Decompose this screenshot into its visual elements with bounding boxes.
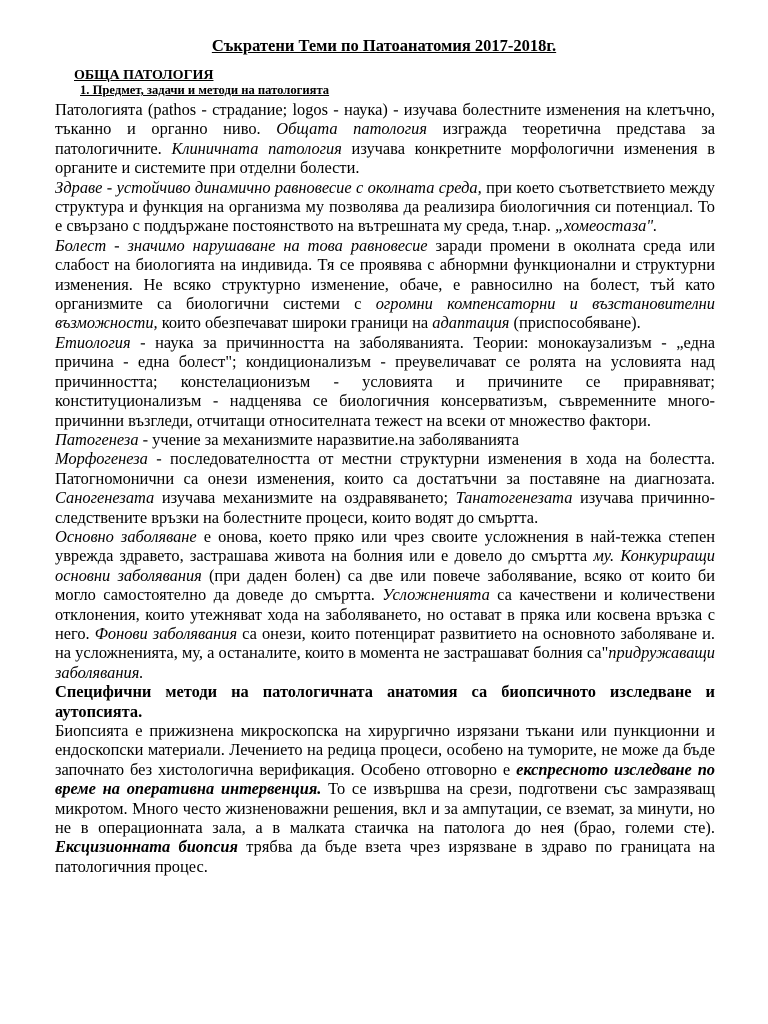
paragraph-pathogenesis: Патогенеза - учение за механизмите наразвитие.на заболяванията — [55, 429, 520, 449]
paragraph-specific-methods: Специфични методи на патологичната анатомия са биопсичното изследване и аутопсията. — [55, 682, 715, 721]
section-heading: ОБЩА ПАТОЛОГИЯ — [74, 68, 214, 83]
paragraph-pathology: Патологията (pathos - страдание; logos - наука) - изучава болестните изменения на клетъчно, тъканно и органно ниво. Общата патология изгражда теоретична представа за патологичните. Клиничната патология изучава конкретните морфологични изменения в органите и системите при отделни болести. — [55, 100, 716, 178]
paragraph-disease: Болест - значимо нарушаване на това равновесие заради промени в околната среда или слабост на биологията на индивида. Тя се проявява с абнормни функционални и структурни изменения. Не всяко структурно изменение, обаче, е равносилно на болест, тъй като организмите са биологични системи с огромни компенсаторни и възстановителни възможности, които обезпечават широки граници на адаптация (приспособяване). — [55, 235, 716, 333]
subsection-heading: 1. Предмет, задачи и методи на патологията — [80, 83, 330, 97]
paragraph-biopsy: Биопсията е прижизнена микроскопска на хирургично изрязани тъкани или пункционни и ендоскопски материали. Лечението на редица процеси, особено на туморите, не може да бъде започнато без хистологична верификация. Особено отговорно е експресното изследване по време на оперативна интервенция. То се извършва на срези, подготвени със замразяващ микротом. Много често жизненоважни решения, вкл и за ампутации, се вземат, за минути, но не в операционната зала, а в малката стаичка на патолога до нея (браo, големи сте). Ексцизионната биопсия трябва да бъде взета чрез изрязване в здраво по границата на патологичния процес. — [55, 721, 716, 876]
paragraph-etiology: Етиология - наука за причинността на заболяванията. Теории: монокаузализъм - „една причина - една болест"; кондиционализъм - преувеличават се ролята на условията над причинността; констелационизъм - условията и причините се приравняват; конституционализъм - надценява се биологичния консерватизъм, съвременните много- причинни възгледи, отчитащи относителната тежест на всеки от множество фактори. — [55, 332, 715, 430]
document-title: Съкратени Теми по Патоанатомия 2017-2018г. — [211, 36, 557, 55]
paragraph-main-disease: Основно заболяване е онова, което пряко или чрез своите усложнения в най-тежка степен уврежда здравето, застрашава живота на болния или е довело до смъртта му. Конкуриращи основни заболявания (при даден болен) са две или повече заболявание, всяко от които би могло самостоятелно да доведе до смъртта. Усложненията са качествени и количествени отклонения, които утежняват хода на заболяването, но остават в пряка или косвена връзка с него. Фонови заболявания са онези, които потенцират развитието на основното заболяване и. на усложненията, му, а останалите, които в момента не застрашават болния са"придружаващи заболявания. — [55, 526, 715, 682]
paragraph-morphogenesis: Морфогенеза - последователността от местни структурни изменения в хода на болестта. Патогномонични са онези изменения, които са достатъчни за поставяне на диагнозата. Саногенезата изучава механизмите на оздравяването; Танатогенезата изучава причинно-следствените връзки на болестните процеси, които водят до смъртта. — [55, 449, 715, 527]
document-body — [55, 100, 715, 876]
paragraph-health: Здраве - устойчиво динамично равновесие с околната среда, при което съответствието между структура и функция на организма му позволява да реализира биологичния си потенциал. То е свързано с поддържане постоянството на вътрешната му среда, т.нар. „хомеостаза". — [55, 177, 715, 236]
